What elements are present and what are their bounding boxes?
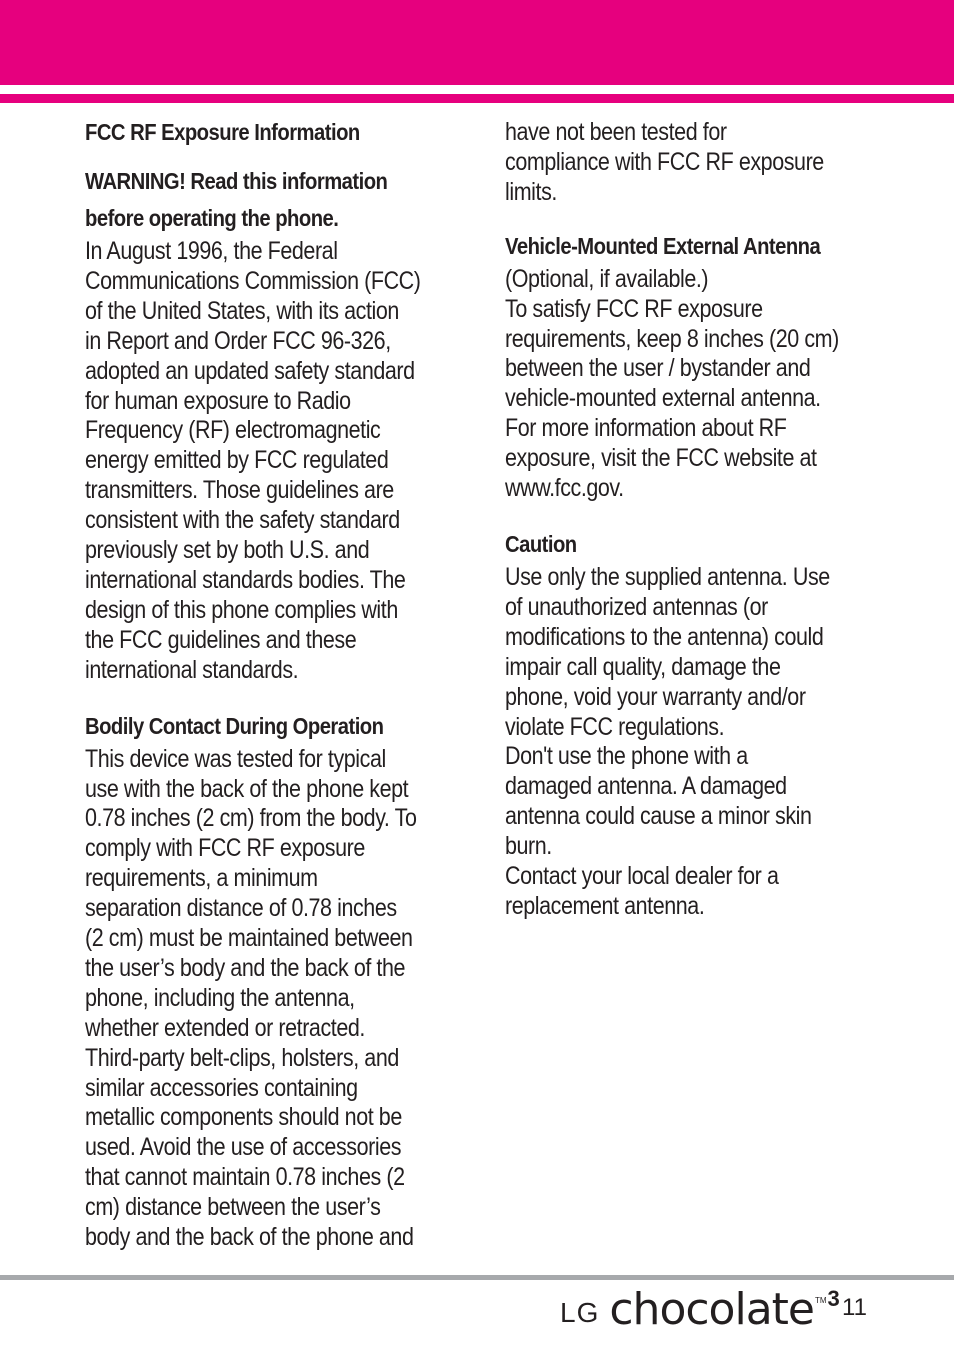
- text-line: for human exposure to Radio: [85, 386, 351, 415]
- text-line: compliance with FCC RF exposure: [505, 147, 824, 176]
- brand-logo: [560, 1282, 840, 1335]
- text-line: (Optional, if available.): [505, 264, 709, 293]
- text-line: This device was tested for typical: [85, 744, 386, 773]
- vehicle-antenna-heading: Vehicle-Mounted External Antenna: [505, 232, 821, 259]
- header-band: [0, 0, 954, 85]
- header-rule: [0, 94, 954, 103]
- text-line: the user’s body and the back of the: [85, 953, 406, 982]
- vehicle-antenna-paragraph: [505, 265, 875, 504]
- text-line: www.fcc.gov.: [505, 474, 624, 503]
- text-line: For more information about RF: [505, 414, 787, 443]
- text-line: international standards bodies. The: [85, 565, 406, 594]
- text-line: international standards.: [85, 655, 299, 684]
- text-line: transmitters. Those guidelines are: [85, 476, 394, 505]
- text-line: Contact your local dealer for a: [505, 862, 779, 891]
- text-line: adopted an updated safety standard: [85, 356, 415, 385]
- text-line: replacement antenna.: [505, 891, 705, 920]
- bodily-contact-heading: Bodily Contact During Operation: [85, 712, 384, 739]
- text-line: Don't use the phone with a: [505, 742, 748, 771]
- brand-prefix: LG: [560, 1297, 600, 1328]
- section-title: FCC RF Exposure Information: [85, 119, 360, 145]
- right-column: [505, 114, 877, 922]
- text-line: previously set by both U.S. and: [85, 536, 370, 565]
- text-line: modifications to the antenna) could: [505, 622, 824, 651]
- text-line: Third-party belt-clips, holsters, and: [85, 1043, 399, 1072]
- text-line: metallic components should not be: [85, 1103, 402, 1132]
- text-line: Frequency (RF) electromagnetic: [85, 416, 381, 445]
- page-number: 11: [842, 1294, 867, 1321]
- intro-paragraph: [85, 237, 455, 686]
- text-line: In August 1996, the Federal: [85, 237, 338, 265]
- text-line: phone, void your warranty and/or: [505, 682, 806, 711]
- text-line: (2 cm) must be maintained between: [85, 924, 413, 953]
- brand-trademark: TM: [814, 1296, 827, 1305]
- text-line: limits.: [505, 177, 557, 206]
- text-line: the FCC guidelines and these: [85, 625, 357, 654]
- text-line: phone, including the antenna,: [85, 983, 355, 1012]
- text-line: energy emitted by FCC regulated: [85, 446, 389, 475]
- text-line: similar accessories containing: [85, 1073, 358, 1102]
- caution-paragraph: [505, 563, 875, 922]
- text-line: of unauthorized antennas (or: [505, 592, 768, 621]
- footer-rule: [0, 1275, 954, 1280]
- bodily-contact-paragraph: [85, 745, 455, 1253]
- text-line: whether extended or retracted.: [85, 1013, 365, 1042]
- text-line: in Report and Order FCC 96-326,: [85, 326, 391, 355]
- text-line: burn.: [505, 832, 552, 861]
- text-line: 0.78 inches (2 cm) from the body. To: [85, 804, 417, 833]
- text-line: To satisfy FCC RF exposure: [505, 294, 763, 323]
- warning-heading-line1: WARNING! Read this information: [85, 168, 388, 194]
- text-line: exposure, visit the FCC website at: [505, 444, 817, 473]
- text-line: separation distance of 0.78 inches: [85, 894, 397, 923]
- warning-heading-line2: before operating the phone.: [85, 205, 339, 231]
- text-line: requirements, a minimum: [85, 864, 318, 893]
- text-line: use with the back of the phone kept: [85, 774, 409, 803]
- text-line: antenna could cause a minor skin: [505, 802, 812, 831]
- text-line: vehicle-mounted external antenna.: [505, 384, 821, 413]
- text-line: used. Avoid the use of accessories: [85, 1133, 402, 1162]
- text-line: consistent with the safety standard: [85, 506, 400, 535]
- brand-suffix: 3: [827, 1286, 840, 1311]
- text-line: that cannot maintain 0.78 inches (2: [85, 1163, 405, 1192]
- text-line: Communications Commission (FCC): [85, 266, 421, 295]
- text-line: have not been tested for: [505, 118, 727, 146]
- text-line: violate FCC regulations.: [505, 712, 725, 741]
- continued-paragraph: [505, 118, 875, 208]
- text-line: of the United States, with its action: [85, 296, 399, 325]
- text-line: impair call quality, damage the: [505, 652, 781, 681]
- text-line: damaged antenna. A damaged: [505, 772, 787, 801]
- text-line: design of this phone complies with: [85, 595, 398, 624]
- text-line: comply with FCC RF exposure: [85, 834, 365, 863]
- text-line: between the user / bystander and: [505, 354, 811, 383]
- brand-name: chocolate: [609, 1284, 814, 1335]
- text-line: body and the back of the phone and: [85, 1223, 414, 1252]
- text-line: cm) distance between the user’s: [85, 1193, 381, 1222]
- left-column: [85, 114, 455, 1253]
- text-line: Use only the supplied antenna. Use: [505, 562, 830, 591]
- text-line: requirements, keep 8 inches (20 cm): [505, 324, 839, 353]
- caution-heading: Caution: [505, 530, 577, 557]
